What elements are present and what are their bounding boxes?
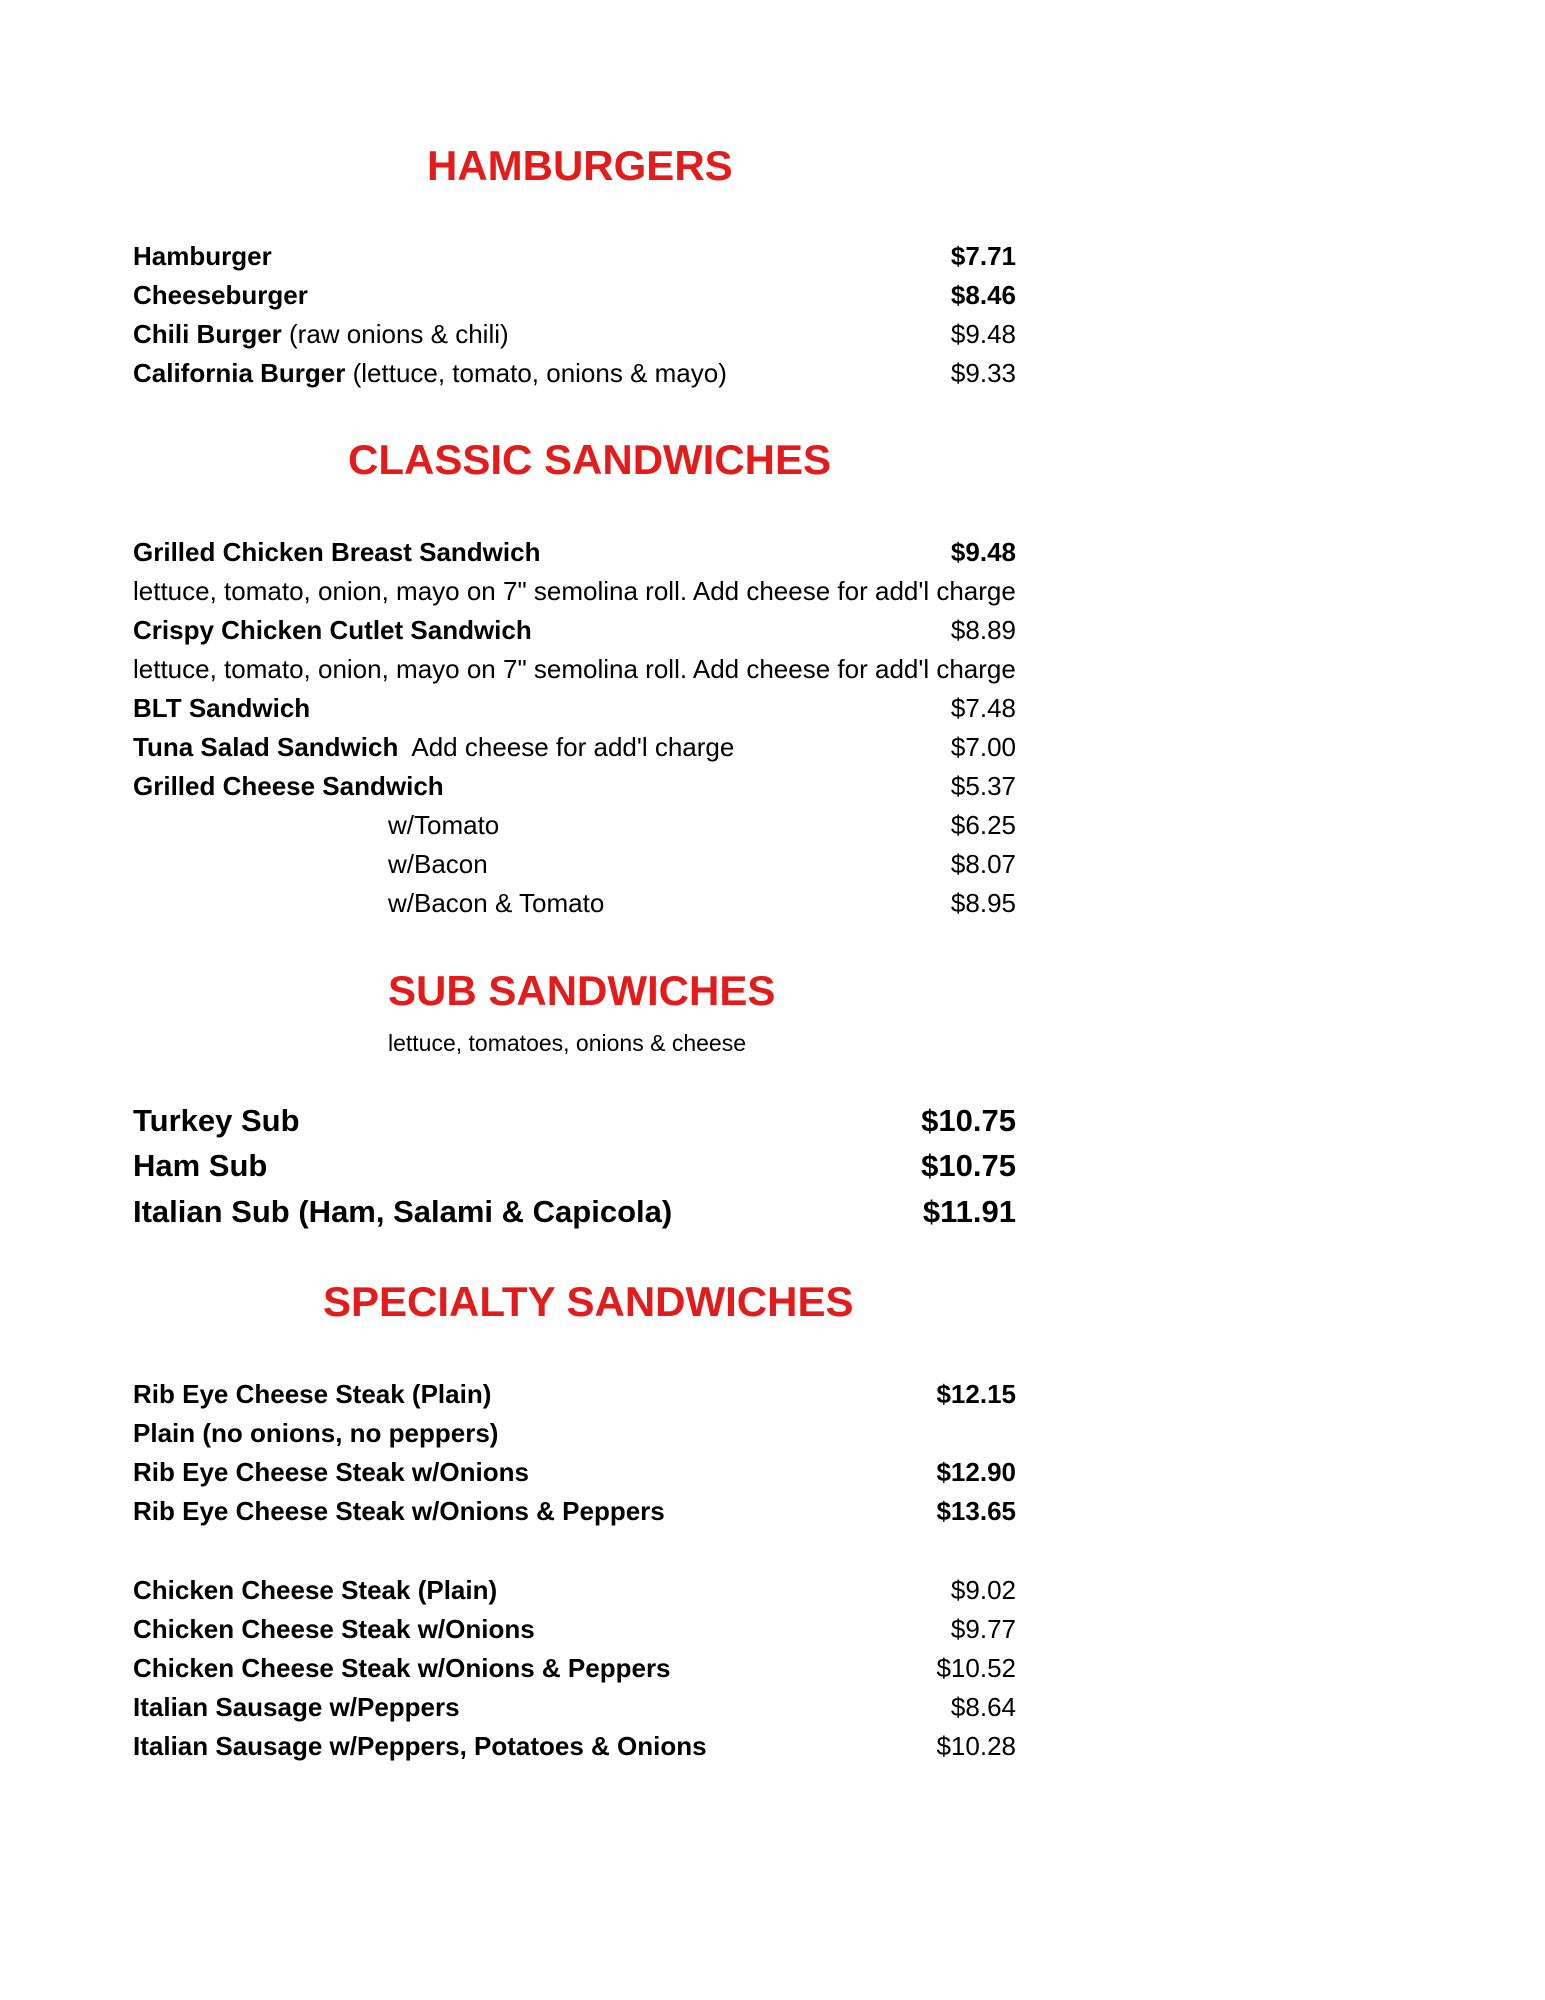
item-name: w/Bacon & Tomato [388, 888, 605, 918]
item-price: $8.64 [950, 1692, 1016, 1722]
hamburgers-heading: HAMBURGERS [427, 142, 733, 189]
sub-sandwiches-subtitle: lettuce, tomatoes, onions & cheese [388, 1030, 746, 1056]
item-name: Italian Sub (Ham, Salami & Capicola) [133, 1194, 673, 1229]
item-name: Grilled Cheese Sandwich [133, 771, 444, 801]
item-name: Rib Eye Cheese Steak (Plain) [133, 1379, 492, 1409]
menu-item-hamburger [133, 241, 1016, 277]
item-name: California Burger (lettuce, tomato, onions & mayo) [133, 358, 727, 388]
menu-item-note [133, 654, 1016, 690]
item-name: Rib Eye Cheese Steak w/Onions & Peppers [133, 1496, 665, 1526]
menu-item-italian-sausage-peppers [133, 1692, 1016, 1728]
menu-item-option-bacon [133, 849, 1016, 885]
menu-item-cheeseburger [133, 280, 1016, 316]
menu-item-chili-burger [133, 319, 1016, 355]
item-price: $8.46 [950, 280, 1016, 310]
item-name: Turkey Sub [133, 1103, 300, 1138]
item-name: Plain (no onions, no peppers) [133, 1418, 499, 1448]
menu-item-rib-eye-onions-peppers [133, 1496, 1016, 1532]
item-name: Chicken Cheese Steak w/Onions & Peppers [133, 1653, 671, 1683]
item-price: $8.95 [950, 888, 1016, 918]
item-name: Hamburger [133, 241, 272, 271]
menu-item-option-bacon-tomato [133, 888, 1016, 924]
item-name: Cheeseburger [133, 280, 308, 310]
menu-item-blt [133, 693, 1016, 729]
item-price: $8.89 [950, 615, 1016, 645]
item-price: $12.15 [936, 1379, 1016, 1409]
item-price: $6.25 [950, 810, 1016, 840]
item-price: $7.48 [950, 693, 1016, 723]
menu-item-rib-eye-plain [133, 1379, 1016, 1415]
item-price: $11.91 [922, 1194, 1016, 1229]
menu-item-chicken-steak-onions [133, 1614, 1016, 1650]
item-price: $9.48 [950, 319, 1016, 349]
menu-item-ham-sub [133, 1148, 1016, 1192]
item-name: Chicken Cheese Steak w/Onions [133, 1614, 535, 1644]
item-name: Tuna Salad Sandwich Add cheese for add'l charge [133, 732, 735, 762]
menu-item-chicken-steak-onions-peppers [133, 1653, 1016, 1689]
menu-item-italian-sausage-potatoes [133, 1731, 1016, 1767]
item-name: Chicken Cheese Steak (Plain) [133, 1575, 498, 1605]
sub-sandwiches-heading: SUB SANDWICHES [388, 967, 776, 1014]
item-price: $7.00 [950, 732, 1016, 762]
menu-item-grilled-cheese [133, 771, 1016, 807]
menu-item-plain-note [133, 1418, 1016, 1454]
menu-item-california-burger [133, 358, 1016, 394]
menu-item-rib-eye-onions [133, 1457, 1016, 1493]
item-price: $9.48 [950, 537, 1016, 567]
item-name: Ham Sub [133, 1148, 268, 1183]
item-price: $9.02 [950, 1575, 1016, 1605]
item-price: $12.90 [936, 1457, 1016, 1487]
menu-item-italian-sub [133, 1194, 1016, 1238]
item-name: Italian Sausage w/Peppers, Potatoes & Onions [133, 1731, 707, 1761]
item-price: $5.37 [950, 771, 1016, 801]
item-price: $10.28 [936, 1731, 1016, 1761]
item-name: w/Tomato [388, 810, 500, 840]
item-note: lettuce, tomato, onion, mayo on 7" semolina roll. Add cheese for add'l charge [133, 576, 1016, 606]
item-name: Rib Eye Cheese Steak w/Onions [133, 1457, 529, 1487]
item-name: Grilled Chicken Breast Sandwich [133, 537, 541, 567]
menu-item-option-tomato [133, 810, 1016, 846]
menu-item-tuna-salad [133, 732, 1016, 768]
menu-item-grilled-chicken [133, 537, 1016, 573]
specialty-sandwiches-heading: SPECIALTY SANDWICHES [323, 1278, 854, 1325]
item-price: $7.71 [950, 241, 1016, 271]
menu-item-crispy-chicken [133, 615, 1016, 651]
menu-item-turkey-sub [133, 1103, 1016, 1147]
item-name: Italian Sausage w/Peppers [133, 1692, 460, 1722]
item-price: $10.75 [921, 1148, 1016, 1183]
item-price: $10.75 [921, 1103, 1016, 1138]
item-note: lettuce, tomato, onion, mayo on 7" semolina roll. Add cheese for add'l charge [133, 654, 1016, 684]
item-name: Crispy Chicken Cutlet Sandwich [133, 615, 532, 645]
item-name: w/Bacon [388, 849, 488, 879]
item-price: $10.52 [936, 1653, 1016, 1683]
item-price: $9.33 [950, 358, 1016, 388]
menu-item-note [133, 576, 1016, 612]
classic-sandwiches-heading: CLASSIC SANDWICHES [348, 436, 832, 483]
menu-item-chicken-steak-plain [133, 1575, 1016, 1611]
item-price: $9.77 [950, 1614, 1016, 1644]
item-price: $13.65 [936, 1496, 1016, 1526]
item-price: $8.07 [950, 849, 1016, 879]
item-name: BLT Sandwich [133, 693, 311, 723]
item-name: Chili Burger (raw onions & chili) [133, 319, 509, 349]
